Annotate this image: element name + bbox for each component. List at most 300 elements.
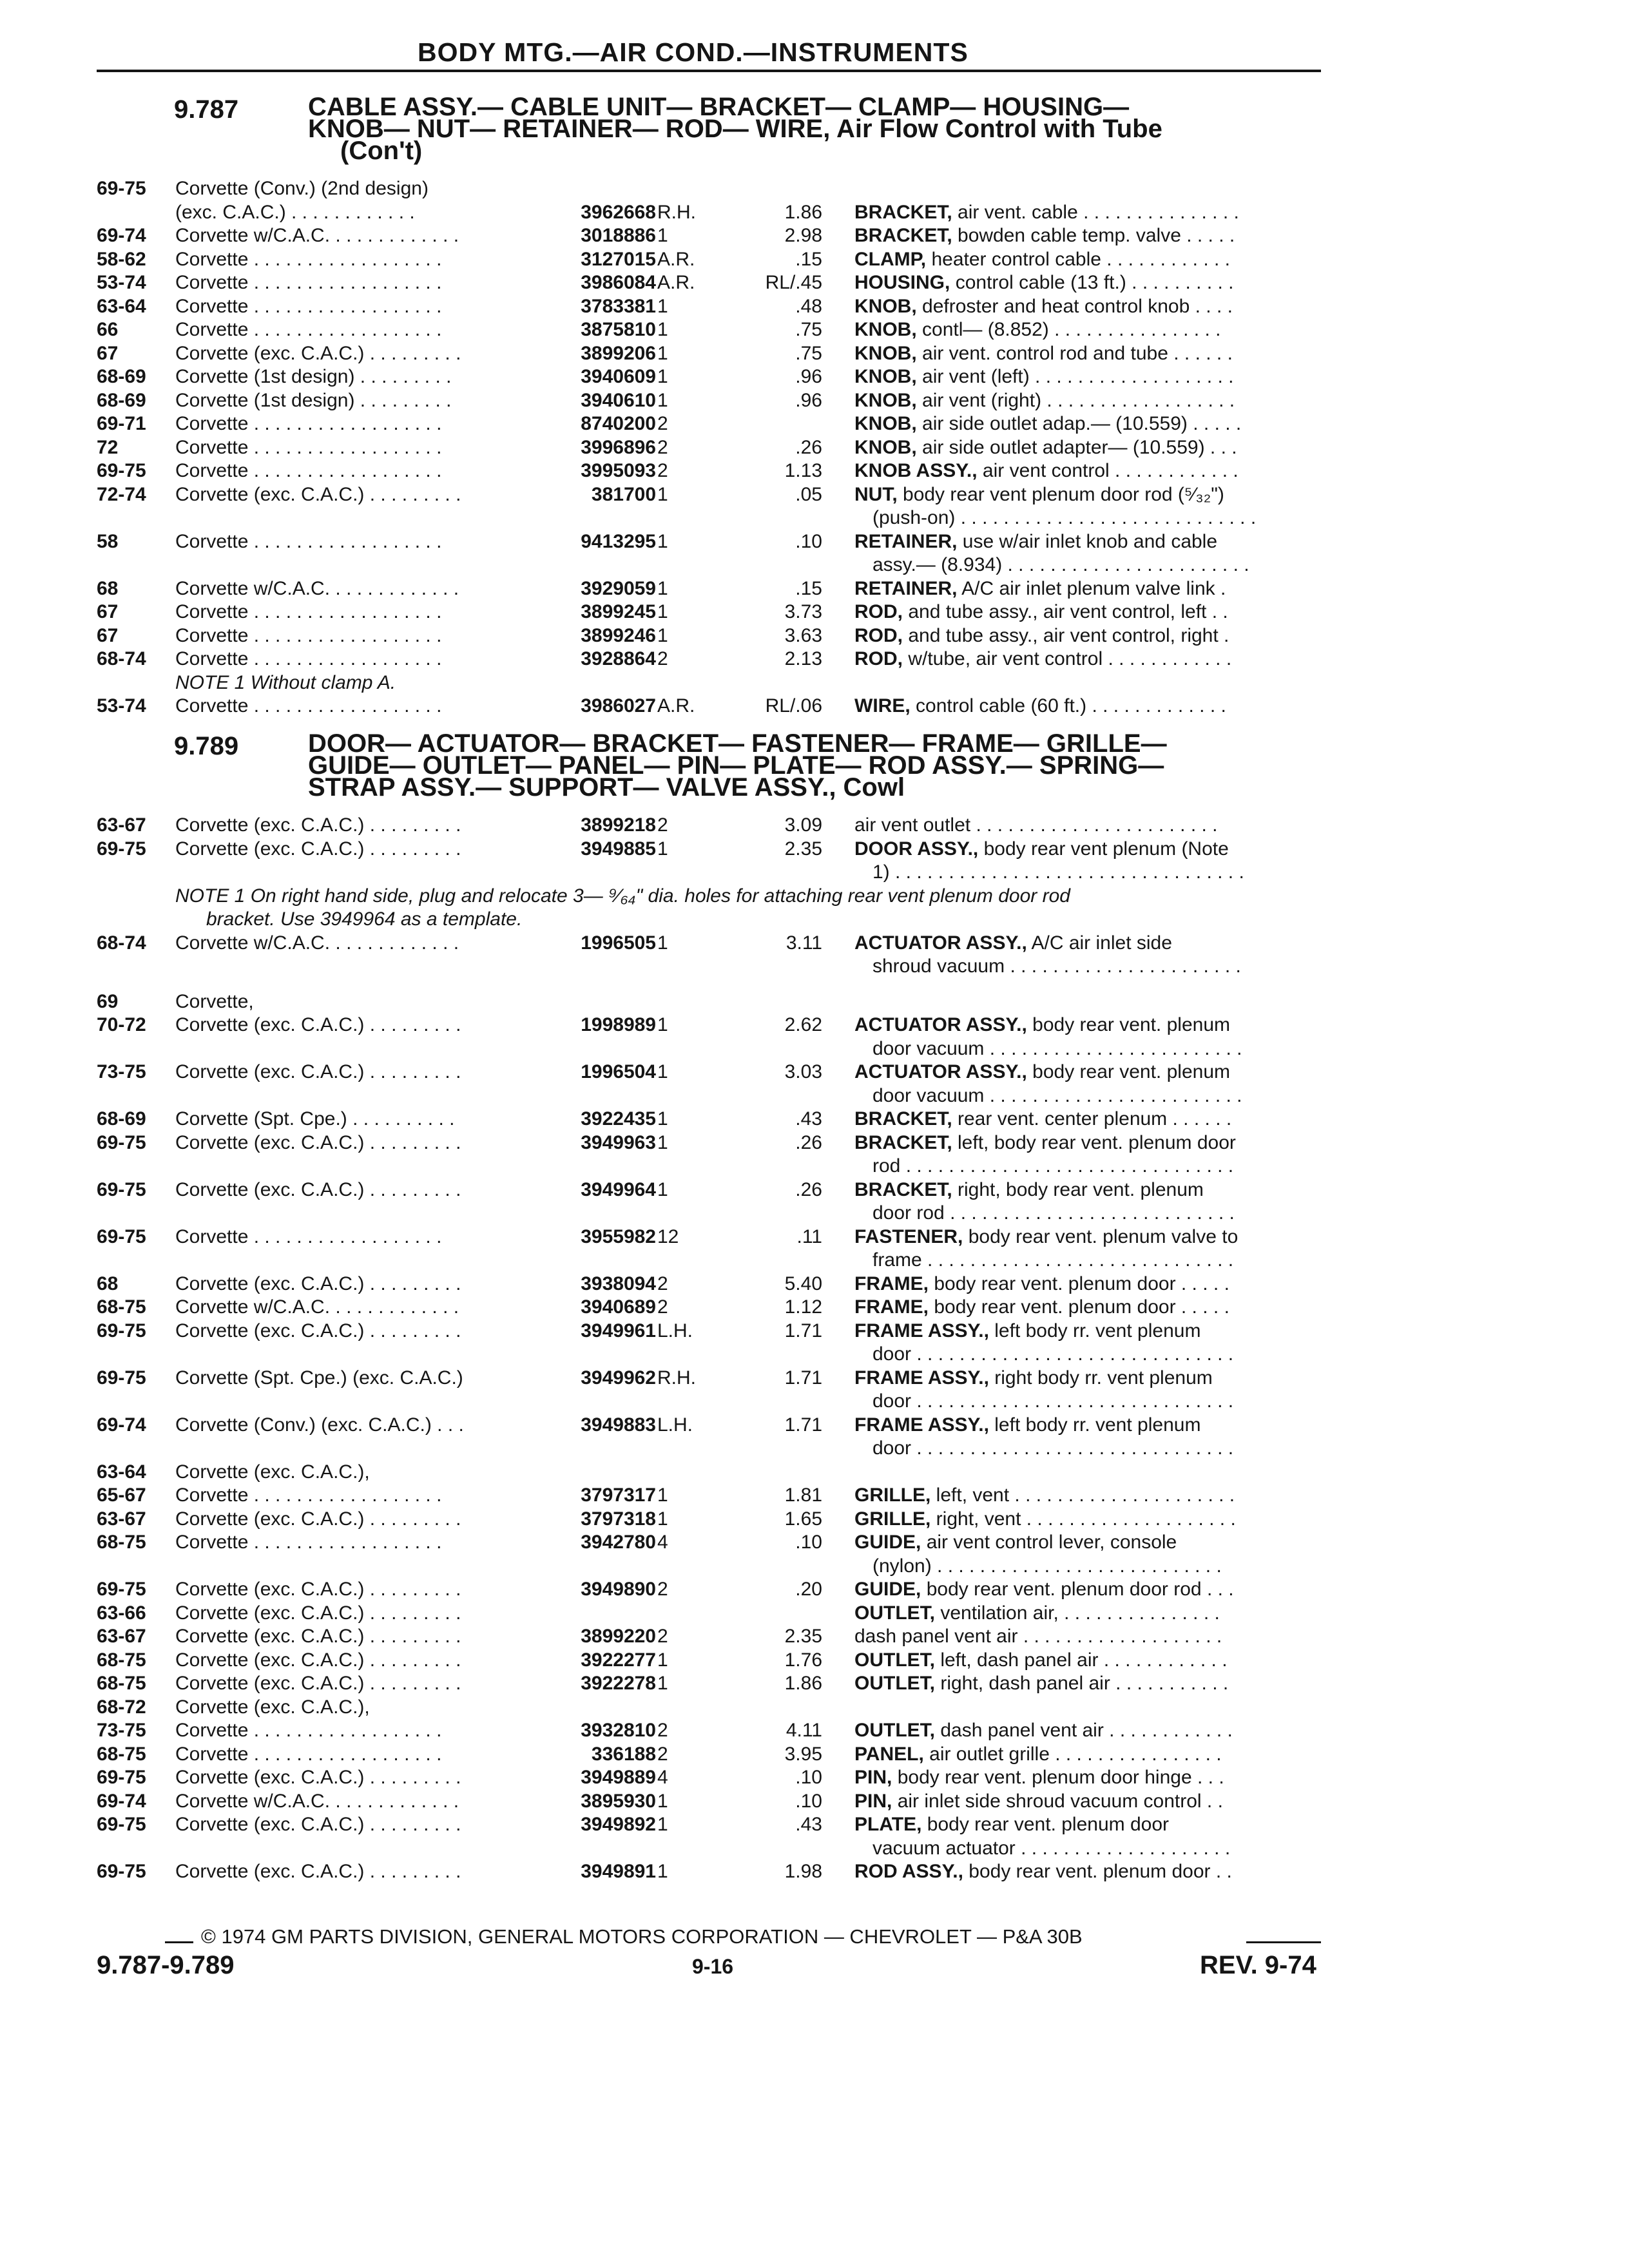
year-range: 72 xyxy=(97,436,119,458)
quantity: 1 xyxy=(657,1178,668,1200)
model-description: Corvette (exc. C.A.C.) . . . . . . . . . xyxy=(175,1673,461,1695)
part-description: OUTLET, left, dash panel air . . . . . . . . . . . . xyxy=(854,1649,1228,1671)
model-description: Corvette (Conv.) (2nd design) xyxy=(175,178,429,199)
year-range: 69-74 xyxy=(97,1790,146,1812)
part-description: KNOB, air vent. control rod and tube . . . . . . xyxy=(854,342,1233,364)
part-description: FRAME ASSY., left body rr. vent plenum xyxy=(854,1320,1201,1341)
year-range: 68-74 xyxy=(97,932,146,954)
year-range: 68-69 xyxy=(97,1108,146,1130)
model-description: Corvette (Spt. Cpe.) . . . . . . . . . . xyxy=(175,1108,455,1130)
part-number: 3929059 xyxy=(581,577,656,599)
part-description: assy.— (8.934) . . . . . . . . . . . . . . . . . . . . . . . xyxy=(872,554,1249,575)
part-row xyxy=(0,296,1629,319)
year-range: 67 xyxy=(97,624,119,646)
part-description: (push-on) . . . . . . . . . . . . . . . . . . . . . . . . . . . . xyxy=(872,507,1257,528)
part-description: BRACKET, air vent. cable . . . . . . . . . . . . . . . xyxy=(854,201,1239,223)
year-range: 63-64 xyxy=(97,295,146,317)
price: 2.35 xyxy=(784,1626,822,1648)
part-description: BRACKET, right, body rear vent. plenum xyxy=(854,1178,1204,1200)
model-description: Corvette . . . . . . . . . . . . . . . . . . xyxy=(175,1225,442,1247)
model-description: Corvette (1st design) . . . . . . . . . xyxy=(175,389,452,411)
part-number: 336188 xyxy=(591,1743,656,1765)
part-description: PIN, air inlet side shroud vacuum control . . xyxy=(854,1790,1223,1812)
price: .10 xyxy=(795,1532,822,1553)
year-range: 66 xyxy=(97,319,119,340)
section-title-line: CABLE ASSY.— CABLE UNIT— BRACKET— CLAMP— HOUSING— xyxy=(308,93,1130,121)
quantity: 4 xyxy=(657,1767,668,1789)
model-description: Corvette (exc. C.A.C.) . . . . . . . . . xyxy=(175,1579,461,1600)
part-name: PIN, xyxy=(854,1790,892,1812)
price: 2.62 xyxy=(784,1014,822,1036)
part-description: KNOB, air vent (right) . . . . . . . . . . . . . . . . . . xyxy=(854,389,1235,411)
part-number: 8740200 xyxy=(581,413,656,434)
page-header-title: BODY MTG.—AIR COND.—INSTRUMENTS xyxy=(418,37,969,67)
part-description: FRAME, body rear vent. plenum door . . . . . xyxy=(854,1296,1229,1318)
model-description: Corvette . . . . . . . . . . . . . . . . . . xyxy=(175,460,442,481)
part-name: KNOB, xyxy=(854,389,917,411)
part-row xyxy=(0,695,1629,718)
part-row xyxy=(0,484,1629,507)
price: 3.95 xyxy=(784,1743,822,1765)
part-name: KNOB, xyxy=(854,319,917,340)
model-description: Corvette (exc. C.A.C.) . . . . . . . . . xyxy=(175,1131,461,1153)
price: 1.98 xyxy=(784,1861,822,1883)
year-range: 65-67 xyxy=(97,1485,146,1506)
price: 1.86 xyxy=(784,1673,822,1695)
part-row xyxy=(0,814,1629,838)
part-name: FRAME ASSY., xyxy=(854,1414,989,1436)
year-range: 69-75 xyxy=(97,178,146,199)
quantity: 1 xyxy=(657,1814,668,1836)
year-range: 68 xyxy=(97,1273,119,1294)
footer-revision: REV. 9-74 xyxy=(1200,1951,1316,1979)
quantity: 2 xyxy=(657,436,668,458)
part-description: FRAME ASSY., right body rr. vent plenum xyxy=(854,1367,1213,1389)
part-number: 1996504 xyxy=(581,1061,656,1083)
part-number: 3938094 xyxy=(581,1273,656,1294)
part-name: PANEL, xyxy=(854,1743,924,1765)
model-description: Corvette (exc. C.A.C.) . . . . . . . . . xyxy=(175,1320,461,1341)
price: 1.12 xyxy=(784,1296,822,1318)
part-description: NUT, body rear vent plenum door rod (⁵⁄₃₂") xyxy=(854,483,1224,505)
quantity: 2 xyxy=(657,1296,668,1318)
quantity: 2 xyxy=(657,814,668,836)
part-row xyxy=(0,225,1629,248)
year-range: 58 xyxy=(97,530,119,552)
price: 1.65 xyxy=(784,1508,822,1530)
price: 1.71 xyxy=(784,1367,822,1389)
part-name: ACTUATOR ASSY., xyxy=(854,932,1027,954)
header-rule xyxy=(97,70,1321,72)
price: .75 xyxy=(795,342,822,364)
part-row xyxy=(0,861,1629,885)
model-description: Corvette w/C.A.C. . . . . . . . . . . . . xyxy=(175,1296,459,1318)
price: 1.13 xyxy=(784,460,822,481)
quantity: 1 xyxy=(657,1061,668,1083)
part-row xyxy=(0,1202,1629,1225)
part-number: 3949883 xyxy=(581,1414,656,1436)
part-description: BRACKET, rear vent. center plenum . . . . . . xyxy=(854,1108,1232,1130)
year-range: 70-72 xyxy=(97,1014,146,1036)
quantity: 1 xyxy=(657,601,668,622)
quantity: L.H. xyxy=(657,1320,693,1341)
part-description: door vacuum . . . . . . . . . . . . . . . . . . . . . . . . xyxy=(872,1037,1242,1059)
model-description: Corvette, xyxy=(175,990,254,1012)
model-description: Corvette (exc. C.A.C.) . . . . . . . . . xyxy=(175,814,461,836)
year-range: 68-75 xyxy=(97,1649,146,1671)
price: RL/.45 xyxy=(765,272,822,293)
year-range: 68-69 xyxy=(97,389,146,411)
model-description: Corvette w/C.A.C. . . . . . . . . . . . . xyxy=(175,932,459,954)
model-description: Corvette (exc. C.A.C.) . . . . . . . . . xyxy=(175,1861,461,1883)
quantity: 2 xyxy=(657,460,668,481)
note-text: NOTE 1 On right hand side, plug and relocate 3— ⁹⁄₆₄" dia. holes for attaching rear vent plenum door rod xyxy=(175,885,1070,907)
year-range: 69-74 xyxy=(97,225,146,246)
model-description: Corvette . . . . . . . . . . . . . . . . . . xyxy=(175,1485,442,1506)
part-number: 3949889 xyxy=(581,1767,656,1789)
part-row xyxy=(0,1014,1629,1037)
part-number: 3949891 xyxy=(581,1861,656,1883)
part-name: NUT, xyxy=(854,483,898,505)
price: .48 xyxy=(795,295,822,317)
price: .96 xyxy=(795,389,822,411)
part-number: 3875810 xyxy=(581,319,656,340)
part-name: KNOB, xyxy=(854,366,917,387)
part-row xyxy=(0,1226,1629,1249)
model-description: Corvette (exc. C.A.C.), xyxy=(175,1696,370,1718)
year-range: 63-66 xyxy=(97,1602,146,1624)
part-name: GUIDE, xyxy=(854,1579,921,1600)
part-row xyxy=(0,1485,1629,1508)
price: 1.71 xyxy=(784,1414,822,1436)
part-description: (nylon) . . . . . . . . . . . . . . . . . . . . . . . . . . . xyxy=(872,1555,1222,1577)
year-range: 73-75 xyxy=(97,1061,146,1083)
part-description: ACTUATOR ASSY., body rear vent. plenum xyxy=(854,1061,1230,1083)
price: 2.13 xyxy=(784,648,822,669)
note-text: NOTE 1 Without clamp A. xyxy=(175,671,396,693)
note-row xyxy=(0,672,1629,695)
year-range: 53-74 xyxy=(97,695,146,716)
footer-page-number: 9-16 xyxy=(692,1955,734,1978)
quantity: 2 xyxy=(657,648,668,669)
part-description: PANEL, air outlet grille . . . . . . . . . . . . . . . . xyxy=(854,1743,1222,1765)
model-description: Corvette (exc. C.A.C.) . . . . . . . . . xyxy=(175,1602,461,1624)
model-description: Corvette . . . . . . . . . . . . . . . . . . xyxy=(175,1743,442,1765)
part-description: WIRE, control cable (60 ft.) . . . . . . . . . . . . . xyxy=(854,695,1226,716)
price: .11 xyxy=(796,1225,822,1247)
part-name: FRAME, xyxy=(854,1296,929,1318)
part-row xyxy=(0,1838,1629,1861)
part-description: dash panel vent air . . . . . . . . . . . . . . . . . . . xyxy=(854,1626,1222,1648)
quantity: A.R. xyxy=(657,272,695,293)
year-range: 67 xyxy=(97,601,119,622)
part-name: PLATE, xyxy=(854,1814,922,1836)
note-row xyxy=(0,885,1629,908)
part-number: 3949963 xyxy=(581,1131,656,1153)
part-number: 3940689 xyxy=(581,1296,656,1318)
part-row xyxy=(0,991,1629,1014)
part-row xyxy=(0,1390,1629,1414)
year-range: 68-75 xyxy=(97,1532,146,1553)
part-description: OUTLET, dash panel vent air . . . . . . . . . . . . xyxy=(854,1720,1233,1742)
part-number: 3797318 xyxy=(581,1508,656,1530)
part-description: ROD, w/tube, air vent control . . . . . . . . . . . . xyxy=(854,648,1232,669)
model-description: Corvette . . . . . . . . . . . . . . . . . . xyxy=(175,436,442,458)
part-row xyxy=(0,1179,1629,1202)
part-description: BRACKET, bowden cable temp. valve . . . . . xyxy=(854,225,1235,246)
part-description: door vacuum . . . . . . . . . . . . . . . . . . . . . . . . xyxy=(872,1084,1242,1106)
year-range: 68-72 xyxy=(97,1696,146,1718)
year-range: 63-67 xyxy=(97,814,146,836)
part-row xyxy=(0,1673,1629,1696)
year-range: 68-75 xyxy=(97,1673,146,1695)
part-number: 3995093 xyxy=(581,460,656,481)
model-description: Corvette (exc. C.A.C.) . . . . . . . . . xyxy=(175,1814,461,1836)
part-description: HOUSING, control cable (13 ft.) . . . . . . . . . . xyxy=(854,272,1234,293)
note-row xyxy=(0,908,1629,932)
part-row xyxy=(0,437,1629,460)
part-description: KNOB, air side outlet adapter— (10.559) . . . xyxy=(854,436,1237,458)
year-range: 69-75 xyxy=(97,1178,146,1200)
price: 2.98 xyxy=(784,225,822,246)
part-name: ROD, xyxy=(854,648,903,669)
part-number: 3899245 xyxy=(581,601,656,622)
model-description: Corvette . . . . . . . . . . . . . . . . . . xyxy=(175,319,442,340)
part-row xyxy=(0,956,1629,979)
part-row xyxy=(0,1414,1629,1437)
part-description: door . . . . . . . . . . . . . . . . . . . . . . . . . . . . . . xyxy=(872,1343,1234,1365)
part-description: FRAME ASSY., left body rr. vent plenum xyxy=(854,1414,1201,1436)
part-description: GUIDE, air vent control lever, console xyxy=(854,1532,1177,1553)
part-description: air vent outlet . . . . . . . . . . . . . . . . . . . . . . . xyxy=(854,814,1218,836)
price: 1.86 xyxy=(784,201,822,223)
part-row xyxy=(0,1861,1629,1884)
part-description: GRILLE, left, vent . . . . . . . . . . . . . . . . . . . . . xyxy=(854,1485,1235,1506)
part-description: KNOB, contl— (8.852) . . . . . . . . . . . . . . . . xyxy=(854,319,1221,340)
year-range: 63-64 xyxy=(97,1461,146,1483)
year-range: 63-67 xyxy=(97,1626,146,1648)
section-title-line: KNOB— NUT— RETAINER— ROD— WIRE, Air Flow Control with Tube xyxy=(308,115,1162,143)
part-name: CLAMP, xyxy=(854,248,927,270)
part-row xyxy=(0,1108,1629,1131)
part-description: door . . . . . . . . . . . . . . . . . . . . . . . . . . . . . . xyxy=(872,1390,1234,1412)
part-name: KNOB, xyxy=(854,436,917,458)
year-range: 69-75 xyxy=(97,1225,146,1247)
quantity: 1 xyxy=(657,295,668,317)
part-row xyxy=(0,1320,1629,1343)
quantity: R.H. xyxy=(657,201,696,223)
part-number: 3018886 xyxy=(581,225,656,246)
part-description: RETAINER, use w/air inlet knob and cable xyxy=(854,530,1218,552)
quantity: 1 xyxy=(657,1649,668,1671)
part-row xyxy=(0,1038,1629,1061)
part-row xyxy=(0,1791,1629,1814)
part-description: FRAME, body rear vent. plenum door . . . . . xyxy=(854,1273,1229,1294)
year-range: 68-69 xyxy=(97,366,146,387)
quantity: 1 xyxy=(657,1673,668,1695)
part-name: GRILLE, xyxy=(854,1508,931,1530)
part-number: 3949890 xyxy=(581,1579,656,1600)
part-name: BRACKET, xyxy=(854,1178,952,1200)
quantity: 2 xyxy=(657,1273,668,1294)
model-description: (exc. C.A.C.) . . . . . . . . . . . . xyxy=(175,201,415,223)
year-range: 69-75 xyxy=(97,1861,146,1883)
part-name: KNOB, xyxy=(854,295,917,317)
part-row xyxy=(0,1132,1629,1155)
part-row xyxy=(0,343,1629,366)
part-row xyxy=(0,554,1629,577)
quantity: 1 xyxy=(657,530,668,552)
part-number: 3922435 xyxy=(581,1108,656,1130)
part-number: 1996505 xyxy=(581,932,656,954)
year-range: 69-75 xyxy=(97,1131,146,1153)
year-range: 63-67 xyxy=(97,1508,146,1530)
section-title-line: (Con't) xyxy=(340,137,423,165)
part-row xyxy=(0,1532,1629,1555)
model-description: Corvette . . . . . . . . . . . . . . . . . . xyxy=(175,272,442,293)
part-row xyxy=(0,578,1629,601)
part-name: GRILLE, xyxy=(854,1485,931,1506)
part-number: 3996896 xyxy=(581,436,656,458)
quantity: 2 xyxy=(657,1579,668,1600)
part-description: KNOB, air side outlet adap.— (10.559) . . . . . xyxy=(854,413,1242,434)
footer-copyright: © 1974 GM PARTS DIVISION, GENERAL MOTORS CORPORATION — CHEVROLET — P&A 30B xyxy=(201,1925,1083,1948)
model-description: Corvette . . . . . . . . . . . . . . . . . . xyxy=(175,530,442,552)
quantity: 1 xyxy=(657,389,668,411)
price: .10 xyxy=(795,530,822,552)
part-name: DOOR ASSY., xyxy=(854,838,979,860)
part-name: ACTUATOR ASSY., xyxy=(854,1014,1027,1036)
section-number: 9.787 xyxy=(174,95,239,124)
quantity: 1 xyxy=(657,1485,668,1506)
model-description: Corvette . . . . . . . . . . . . . . . . . . xyxy=(175,624,442,646)
part-row xyxy=(0,1249,1629,1273)
model-description: Corvette w/C.A.C. . . . . . . . . . . . . xyxy=(175,577,459,599)
quantity: 1 xyxy=(657,932,668,954)
part-description: frame . . . . . . . . . . . . . . . . . . . . . . . . . . . . . xyxy=(872,1249,1234,1271)
part-description: DOOR ASSY., body rear vent plenum (Note xyxy=(854,838,1229,860)
year-range: 67 xyxy=(97,342,119,364)
part-row xyxy=(0,1602,1629,1626)
part-description: door . . . . . . . . . . . . . . . . . . . . . . . . . . . . . . xyxy=(872,1437,1234,1459)
quantity: 1 xyxy=(657,838,668,860)
part-description: KNOB, defroster and heat control knob . . . . xyxy=(854,295,1233,317)
year-range: 68-75 xyxy=(97,1296,146,1318)
part-description: OUTLET, ventilation air, . . . . . . . . . . . . . . . xyxy=(854,1602,1220,1624)
quantity: 1 xyxy=(657,1861,668,1883)
part-row xyxy=(0,460,1629,483)
part-description: OUTLET, right, dash panel air . . . . . . . . . . . xyxy=(854,1673,1229,1695)
part-name: FRAME, xyxy=(854,1273,929,1294)
part-row xyxy=(0,1744,1629,1767)
price: .26 xyxy=(795,1131,822,1153)
quantity: 1 xyxy=(657,577,668,599)
part-row xyxy=(0,1626,1629,1649)
part-row xyxy=(0,1508,1629,1532)
price: .05 xyxy=(795,483,822,505)
part-row xyxy=(0,1814,1629,1837)
part-row xyxy=(0,249,1629,272)
part-name: ROD, xyxy=(854,601,903,622)
part-description: RETAINER, A/C air inlet plenum valve link . xyxy=(854,577,1226,599)
quantity: 1 xyxy=(657,624,668,646)
part-description: ROD, and tube assy., air vent control, right . xyxy=(854,624,1229,646)
price: 1.76 xyxy=(784,1649,822,1671)
model-description: Corvette . . . . . . . . . . . . . . . . . . xyxy=(175,601,442,622)
quantity: 1 xyxy=(657,483,668,505)
part-row xyxy=(0,648,1629,671)
price: .10 xyxy=(795,1767,822,1789)
quantity: 2 xyxy=(657,1626,668,1648)
section-number: 9.789 xyxy=(174,732,239,760)
part-row xyxy=(0,932,1629,956)
part-number: 3127015 xyxy=(581,248,656,270)
part-description: vacuum actuator . . . . . . . . . . . . . . . . . . . . xyxy=(872,1837,1231,1859)
part-name: WIRE, xyxy=(854,695,911,716)
part-number: 9413295 xyxy=(581,530,656,552)
quantity: 12 xyxy=(657,1225,679,1247)
part-row xyxy=(0,1155,1629,1178)
part-number: 3962668 xyxy=(581,201,656,223)
quantity: 1 xyxy=(657,1108,668,1130)
price: .43 xyxy=(795,1108,822,1130)
year-range: 69-75 xyxy=(97,1814,146,1836)
year-range: 72-74 xyxy=(97,483,146,505)
model-description: Corvette (exc. C.A.C.) . . . . . . . . . xyxy=(175,1508,461,1530)
part-row xyxy=(0,1696,1629,1720)
part-row xyxy=(0,1649,1629,1673)
price: .26 xyxy=(795,436,822,458)
part-description: ROD, and tube assy., air vent control, left . . xyxy=(854,601,1228,622)
part-row xyxy=(0,625,1629,648)
footer-rule-left xyxy=(165,1941,193,1943)
part-name: KNOB, xyxy=(854,413,917,434)
year-range: 69-75 xyxy=(97,460,146,481)
quantity: 1 xyxy=(657,366,668,387)
year-range: 69-71 xyxy=(97,413,146,434)
year-range: 58-62 xyxy=(97,248,146,270)
model-description: Corvette (exc. C.A.C.) . . . . . . . . . xyxy=(175,1626,461,1648)
model-description: Corvette w/C.A.C. . . . . . . . . . . . . xyxy=(175,225,459,246)
part-number: 3942780 xyxy=(581,1532,656,1553)
model-description: Corvette (exc. C.A.C.) . . . . . . . . . xyxy=(175,342,461,364)
quantity: 1 xyxy=(657,1131,668,1153)
price: 1.71 xyxy=(784,1320,822,1341)
part-number: 381700 xyxy=(591,483,656,505)
section-title-line: STRAP ASSY.— SUPPORT— VALVE ASSY., Cowl xyxy=(308,773,905,802)
price: .15 xyxy=(795,577,822,599)
part-number: 3922277 xyxy=(581,1649,656,1671)
part-number: 3949961 xyxy=(581,1320,656,1341)
model-description: Corvette . . . . . . . . . . . . . . . . . . xyxy=(175,1720,442,1742)
quantity: 2 xyxy=(657,413,668,434)
part-name: BRACKET, xyxy=(854,225,952,246)
model-description: Corvette (exc. C.A.C.) . . . . . . . . . xyxy=(175,1767,461,1789)
quantity: 1 xyxy=(657,1508,668,1530)
year-range: 69-75 xyxy=(97,1767,146,1789)
part-description: GUIDE, body rear vent. plenum door rod . . . xyxy=(854,1579,1234,1600)
part-description: KNOB, air vent (left) . . . . . . . . . . . . . . . . . . . xyxy=(854,366,1234,387)
price: .43 xyxy=(795,1814,822,1836)
part-name: GUIDE, xyxy=(854,1532,921,1553)
part-name: ROD, xyxy=(854,624,903,646)
year-range: 69-75 xyxy=(97,838,146,860)
part-name: RETAINER, xyxy=(854,577,958,599)
part-row xyxy=(0,1296,1629,1320)
year-range: 69-74 xyxy=(97,1414,146,1436)
note-text: bracket. Use 3949964 as a template. xyxy=(206,908,523,930)
part-row xyxy=(0,1273,1629,1296)
